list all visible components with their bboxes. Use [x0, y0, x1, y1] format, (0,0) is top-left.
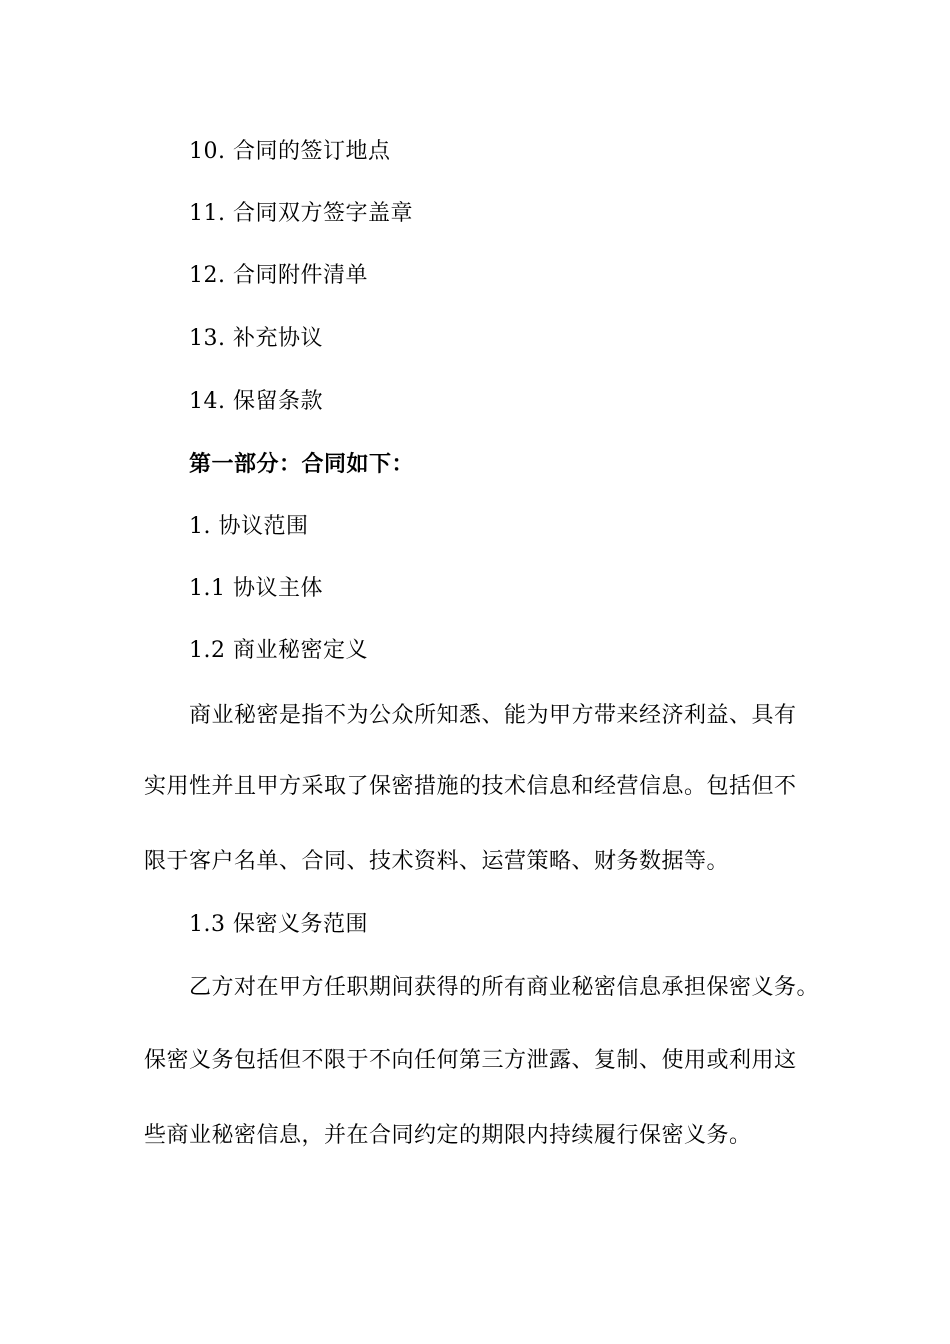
section-heading-1: 1. 协议范围 — [189, 514, 309, 539]
section-heading-1-3: 1.3 保密义务范围 — [189, 912, 368, 937]
toc-item-10: 10. 合同的签订地点 — [189, 139, 391, 164]
paragraph-line: 实用性并且甲方采取了保密措施的技术信息和经营信息。包括但不 — [144, 774, 797, 799]
paragraph-line: 限于客户名单、合同、技术资料、运营策略、财务数据等。 — [144, 849, 730, 874]
section-heading-1-1: 1.1 协议主体 — [189, 576, 323, 601]
toc-item-12: 12. 合同附件清单 — [189, 263, 368, 288]
paragraph-line: 乙方对在甲方任职期间获得的所有商业秘密信息承担保密义务。 — [189, 975, 820, 1000]
paragraph-line: 些商业秘密信息，并在合同约定的期限内持续履行保密义务。 — [144, 1123, 752, 1148]
toc-item-11: 11. 合同双方签字盖章 — [189, 201, 413, 226]
paragraph-line: 商业秘密是指不为公众所知悉、能为甲方带来经济利益、具有 — [189, 703, 797, 728]
paragraph-line: 保密义务包括但不限于不向任何第三方泄露、复制、使用或利用这 — [144, 1048, 797, 1073]
toc-item-14: 14. 保留条款 — [189, 389, 323, 414]
section-heading-1-2: 1.2 商业秘密定义 — [189, 638, 368, 663]
part-heading: 第一部分：合同如下： — [189, 452, 415, 477]
toc-item-13: 13. 补充协议 — [189, 326, 323, 351]
